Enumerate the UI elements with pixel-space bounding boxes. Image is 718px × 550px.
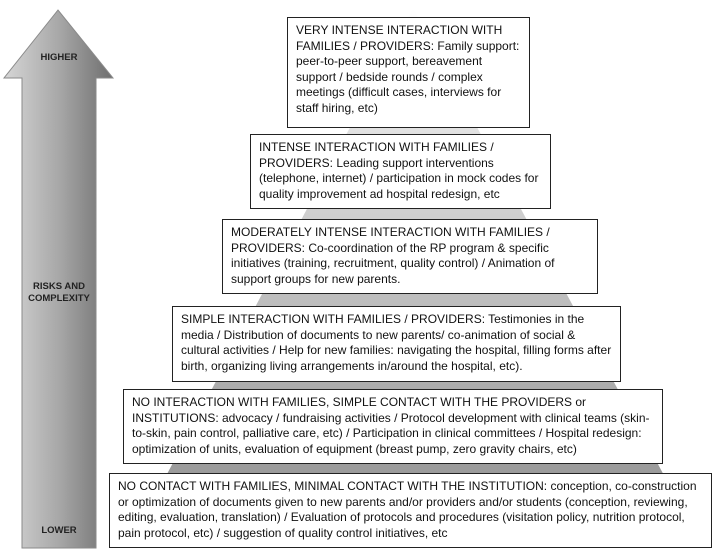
level-1-no-contact: NO CONTACT WITH FAMILIES, MINIMAL CONTACT WITH THE INSTITUTION: conception, co-construction or optimization of documents given to new parents and/or providers and/or students (conception, reviewing, editing, evaluation, translation) / Evaluation of protocols and procedures (visitation policy, nutrition protocol, pain protocol, etc) / suggestion of quality control initiatives, etc	[109, 473, 712, 548]
level-2-no-interaction: NO INTERACTION WITH FAMILIES, SIMPLE CONTACT WITH THE PROVIDERS or INSTITUTIONS: advocacy / fundraising activities / Protocol development with clinical teams (skin-to-skin, pain control, palliative care, etc) / Participation in clinical committees / Hospital redesign: optimization of units, evaluation of equipment (breast pump, zero gravity chairs, etc)	[123, 389, 663, 464]
level-3-simple-interaction: SIMPLE INTERACTION WITH FAMILIES / PROVIDERS: Testimonies in the media / Distribution of documents to new parents/ co-animation of social & cultural activities / Help for new families: navigating the hospital, filling forms after birth, organizing living arrangements in/around the hospital, etc).	[172, 306, 621, 382]
level-4-moderately-intense: MODERATELY INTENSE INTERACTION WITH FAMILIES / PROVIDERS: Co-coordination of the RP program & specific initiatives (training, recruitment, quality control) / Animation of support groups for new parents.	[222, 219, 598, 294]
level-6-very-intense: VERY INTENSE INTERACTION WITH FAMILIES / PROVIDERS: Family support: peer-to-peer support, bereavement support / bedside rounds / complex meetings (difficult cases, interviews for staff hiring, etc)	[287, 17, 530, 128]
level-5-intense: INTENSE INTERACTION WITH FAMILIES / PROVIDERS: Leading support interventions (telephone, internet) / participation in mock codes for quality improvement ad hospital redesign, etc	[250, 134, 551, 209]
axis-label-higher: HIGHER	[40, 52, 78, 63]
axis-label-risks-complexity: RISKS AND COMPLEXITY	[28, 281, 90, 304]
risk-arrow	[0, 0, 120, 550]
axis-label-lower: LOWER	[41, 525, 77, 536]
